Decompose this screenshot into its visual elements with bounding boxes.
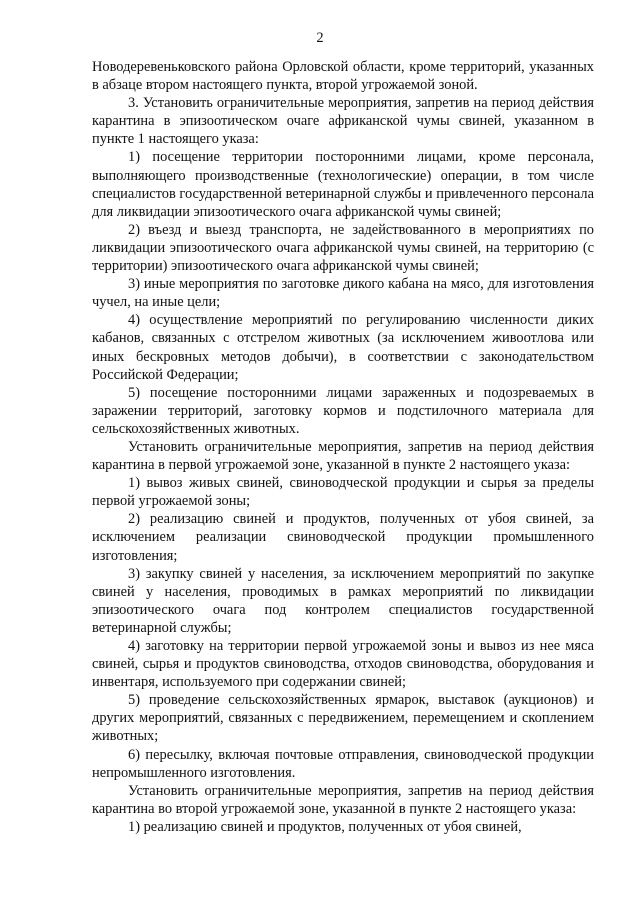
paragraph-first-zone-4: 4) заготовку на территории первой угрожаемой зоны и вывоз из нее мяса свиней, сырья и продуктов свиноводства, отходов свиноводства, оборудования и инвентаря, используемого при содержании свиней; (92, 638, 594, 691)
paragraph-subitem-4: 4) осуществление мероприятий по регулированию численности диких кабанов, связанных с отстрелом животных (за исключением живоотлова или иных бескровных методов добычи), в соответствии с законодательством Российской Федерации; (92, 312, 594, 383)
paragraph-first-zone-2: 2) реализацию свиней и продуктов, полученных от убоя свиней, за исключением реализации свиноводческой продукции промышленного изготовления; (92, 511, 594, 564)
page-number: 2 (316, 30, 324, 46)
paragraph-item-3: 3. Установить ограничительные мероприятия, запретив на период действия карантина в эпизоотическом очаге африканской чумы свиней, указанном в пункте 1 настоящего указа: (92, 95, 594, 148)
paragraph-second-zone-intro: Установить ограничительные мероприятия, запретив на период действия карантина во второй угрожаемой зоне, указанной в пункте 2 настоящего указа: (92, 782, 594, 817)
paragraph-first-zone-intro: Установить ограничительные мероприятия, запретив на период действия карантина в первой угрожаемой зоне, указанной в пункте 2 настоящего указа: (92, 438, 594, 474)
paragraph-first-zone-3: 3) закупку свиней у населения, за исключением мероприятий по закупке свиней у населения, проводимых в рамках мероприятий по ликвидации эпизоотического очага под контролем специалистов государственной ветеринарной службы; (92, 565, 594, 636)
paragraph-continuation: Новодеревеньковского района Орловской области, кроме территорий, указанных в абзаце втором настоящего пункта, второй угрожаемой зоной. (92, 59, 594, 94)
paragraph-first-zone-5: 5) проведение сельскохозяйственных ярмарок, выставок (аукционов) и других мероприятий, связанных с передвижением, перемещением и скоплением животных; (92, 692, 594, 745)
paragraph-second-zone-1: 1) реализацию свиней и продуктов, полученных от убоя свиней, (128, 818, 522, 835)
paragraph-first-zone-1: 1) вывоз живых свиней, свиноводческой продукции и сырья за пределы первой угрожаемой зоны; (92, 475, 594, 510)
document-body (92, 58, 594, 836)
paragraph-first-zone-6: 6) пересылку, включая почтовые отправления, свиноводческой продукции непромышленного изготовления. (92, 746, 594, 781)
paragraph-subitem-2: 2) въезд и выезд транспорта, не задействованного в мероприятиях по ликвидации эпизоотического очага африканской чумы свиней, на территорию (с территории) эпизоотического очага африканской чумы свиней; (92, 221, 594, 275)
paragraph-subitem-5: 5) посещение посторонними лицами зараженных и подозреваемых в заражении территорий, заготовку кормов и подстилочного материала для сельскохозяйственных животных. (92, 384, 594, 437)
paragraph-subitem-3: 3) иные мероприятия по заготовке дикого кабана на мясо, для изготовления чучел, на иные цели; (92, 276, 594, 311)
paragraph-subitem-1: 1) посещение территории посторонними лицами, кроме персонала, выполняющего производственные (технологические) операции, в том числе специалистов государственной ветеринарной службы и привлеченного персонала для ликвидации эпизоотического очага африканской чумы свиней; (92, 149, 594, 220)
